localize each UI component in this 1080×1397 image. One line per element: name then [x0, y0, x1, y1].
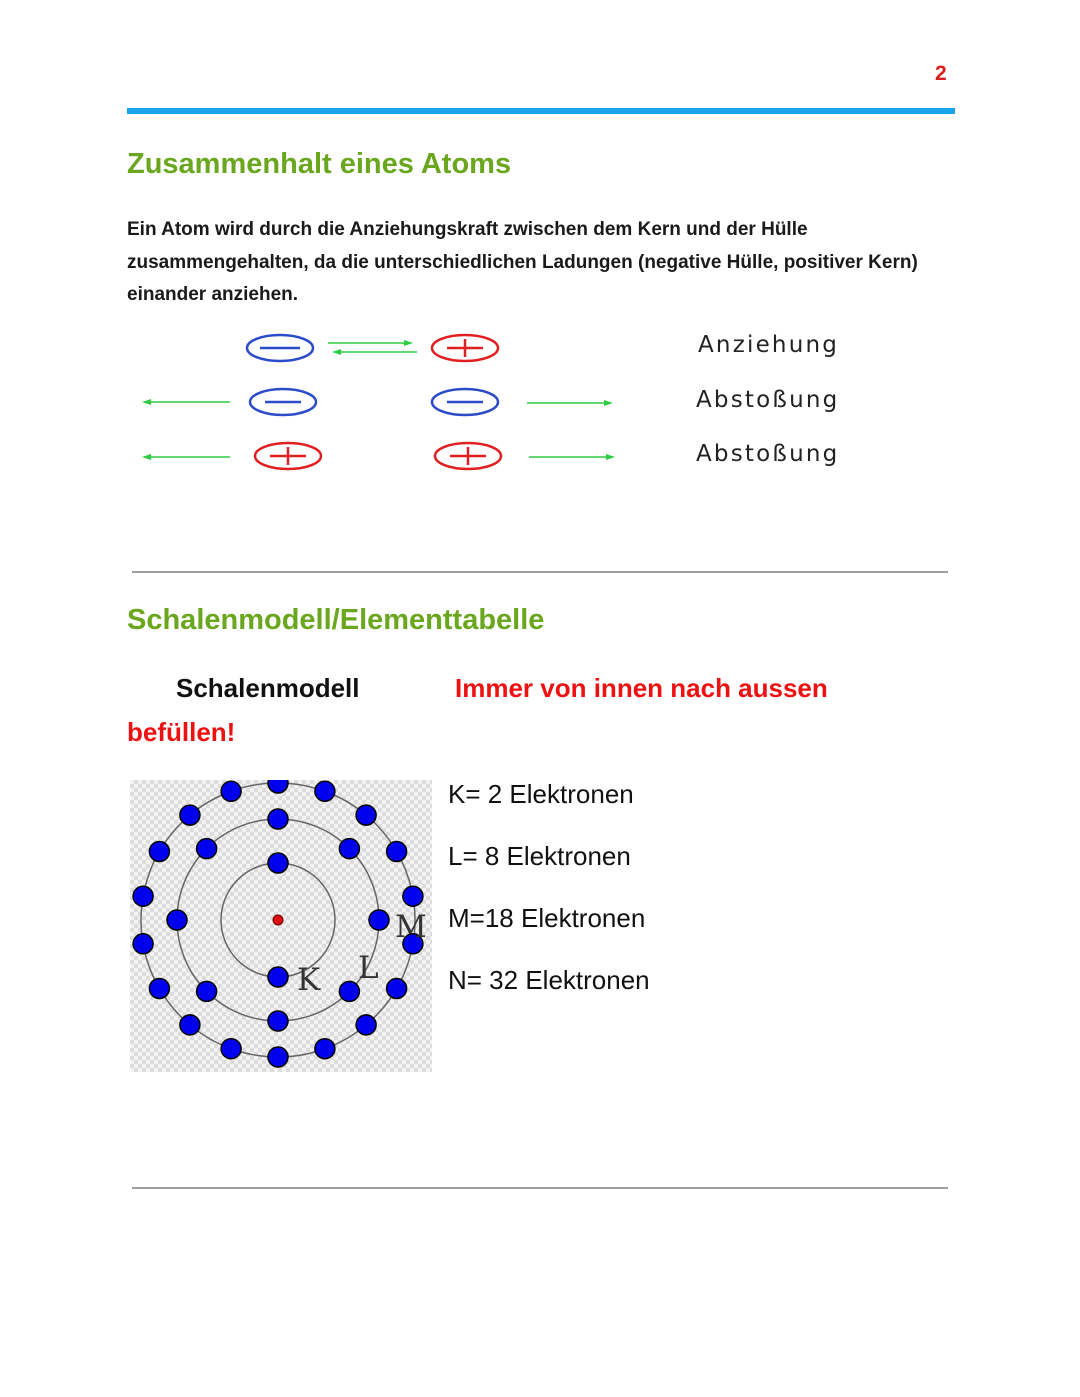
shell-m-count: M=18 Elektronen [448, 903, 646, 933]
header-rule [127, 108, 955, 114]
electron [315, 781, 335, 801]
electron [268, 1047, 288, 1067]
force-label-attraction: Anziehung [698, 332, 840, 358]
shell-model-subtitle: Schalenmodell [176, 673, 360, 703]
charge-diagram [125, 325, 625, 485]
electron [356, 805, 376, 825]
electron [167, 910, 187, 930]
electron [268, 967, 288, 987]
electron [221, 1039, 241, 1059]
electron [180, 1015, 200, 1035]
electron [339, 981, 359, 1001]
page-number: 2 [935, 62, 947, 85]
force-label-repulsion-positive: Abstoßung [696, 441, 840, 467]
shell-k-count: K= 2 Elektronen [448, 779, 634, 809]
electron [149, 842, 169, 862]
fill-instruction-end: befüllen! [127, 717, 236, 747]
electron [268, 853, 288, 873]
electron [133, 886, 153, 906]
intro-paragraph: Ein Atom wird durch die Anziehungskraft zwischen dem Kern und der Hülle zusammengehalten, da die unterschiedlichen Ladungen (negative Hülle, positiver Kern) einander anziehen. [127, 219, 918, 305]
fill-instruction: Immer von innen nach aussen [455, 673, 828, 703]
electron [268, 809, 288, 829]
divider [132, 571, 948, 573]
electron [197, 839, 217, 859]
electron [149, 979, 169, 999]
shell-l-count: L= 8 Elektronen [448, 841, 631, 871]
force-label-repulsion-negative: Abstoßung [696, 387, 840, 413]
electron [403, 886, 423, 906]
electron [356, 1015, 376, 1035]
repulsion-row-negative [142, 389, 613, 415]
divider [132, 1187, 948, 1189]
electron [180, 805, 200, 825]
electron [268, 1011, 288, 1031]
electron [197, 981, 217, 1001]
electron [133, 934, 153, 954]
shell-n-count: N= 32 Elektronen [448, 965, 650, 995]
electron [268, 780, 288, 793]
shell-m-letter: M [395, 909, 427, 945]
section-title-cohesion: Zusammenhalt eines Atoms [127, 148, 512, 180]
electron [387, 979, 407, 999]
electron [339, 839, 359, 859]
shell-l-letter: L [358, 950, 379, 986]
shell-model-image [130, 780, 432, 1072]
shell-k-letter: K [297, 962, 321, 998]
nucleus [273, 915, 283, 925]
electron [387, 842, 407, 862]
electron [369, 910, 389, 930]
electron [221, 781, 241, 801]
repulsion-row-positive [142, 443, 615, 469]
atom-diagram [130, 780, 432, 1072]
section-title-shell-model: Schalenmodell/Elementtabelle [127, 604, 545, 636]
electron [315, 1039, 335, 1059]
attraction-row [247, 335, 498, 361]
